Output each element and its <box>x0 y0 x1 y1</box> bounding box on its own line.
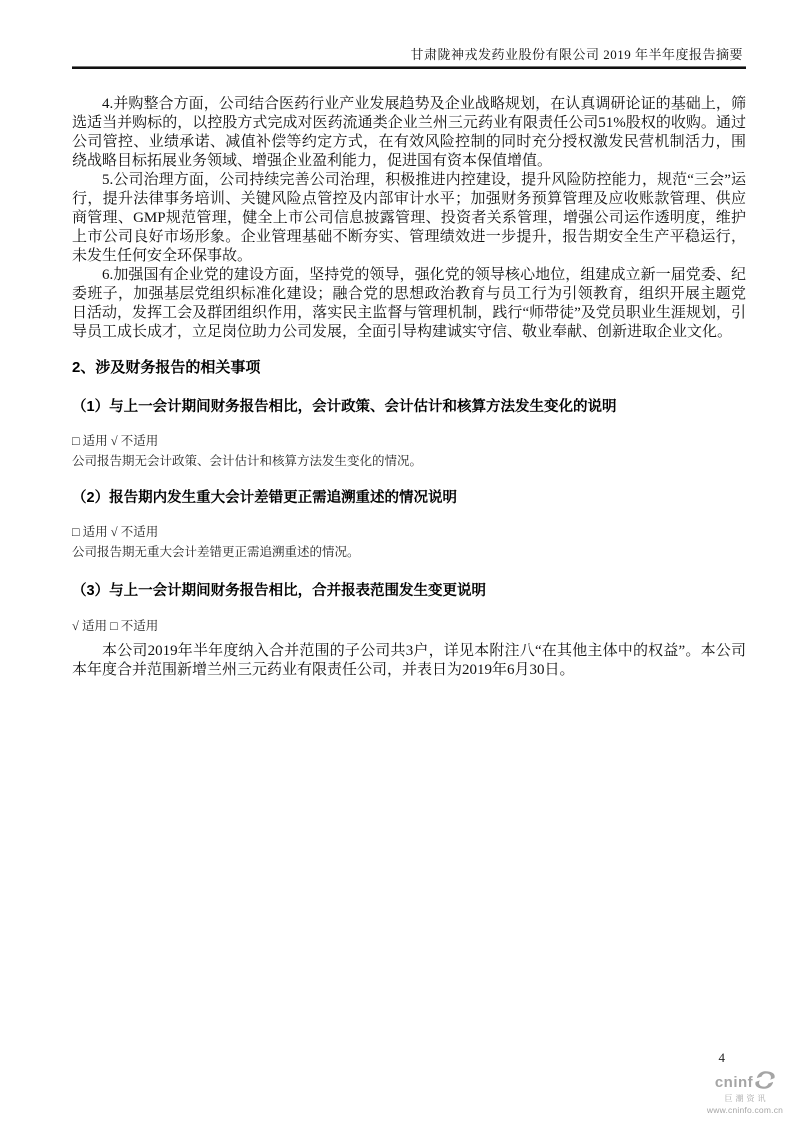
subsection-body: 本公司2019年半年度纳入合并范围的子公司共3户，详见本附注八“在其他主体中的权益”。本公司本年度合并范围新增兰州三元药业有限责任公司，并表日为2019年6月30日。 <box>72 643 746 678</box>
page-number: 4 <box>718 1050 725 1065</box>
note-text: 公司报告期无会计政策、会计估计和核算方法发生变化的情况。 <box>72 454 423 468</box>
page-header-title: 甘肃陇神戎发药业股份有限公司 2019 年半年度报告摘要 <box>410 47 743 62</box>
cninfo-swirl-icon <box>755 1070 775 1094</box>
body-paragraph: 5.公司治理方面，公司持续完善公司治理，积极推进内控建设，提升风险防控能力，规范“三会”运行，提升法律事务培训、关键风险点管控及内部审计水平；加强财务预算管理及应收账款管理、供应商管理、GMP规范管理，健全上市公司信息披露管理、投资者关系管理，增强公司运作透明度，维护上市公司良好市场形象。企业管理基础不断夯实、管理绩效进一步提升，报告期安全生产平稳运行，未发生任何安全环保事故。 <box>72 172 746 264</box>
subsection-heading: （1）与上一会计期间财务报告相比，会计政策、会计估计和核算方法发生变化的说明 <box>72 399 617 415</box>
subsection-heading: （2）报告期内发生重大会计差错更正需追溯重述的情况说明 <box>72 490 458 506</box>
subsection-2 <box>72 489 746 561</box>
subsection-heading: （3）与上一会计期间财务报告相比，合并报表范围发生变更说明 <box>72 583 487 599</box>
header-rule <box>72 66 746 69</box>
note-text: 公司报告期无重大会计差错更正需追溯重述的情况。 <box>72 545 360 559</box>
cninfo-logo <box>701 1070 789 1115</box>
cninfo-url: www.cninfo.com.cn <box>706 1105 784 1115</box>
section-heading: 2、涉及财务报告的相关事项 <box>72 359 261 376</box>
cninfo-logo-row <box>701 1070 789 1094</box>
body-paragraph: 6.加强国有企业党的建设方面，坚持党的领导，强化党的领导核心地位，组建成立新一届党委、纪委班子，加强基层党组织标准化建设；融合党的思想政治教育与员工行为引领教育，组织开展主题党日活动，发挥工会及群团组织作用，落实民主监督与管理机制，践行“师带徒”及党员职业生涯规划，引导员工成长成才，立足岗位助力公司发展，全面引导构建诚实守信、敬业奉献、创新进取企业文化。 <box>72 267 746 340</box>
body-paragraph: 4.并购整合方面，公司结合医药行业产业发展趋势及企业战略规划，在认真调研论证的基础上，筛选适当并购标的，以控股方式完成对医药流通类企业兰州三元药业有限责任公司51%股权的收购。通过公司管控、业绩承诺、减值补偿等约定方式，在有效风险控制的同时充分授权激发民营机制活力，围绕战略目标拓展业务领域、增强企业盈利能力，促进国有资本保值增值。 <box>72 96 746 169</box>
subsection-1 <box>72 398 746 470</box>
subsection-3 <box>72 582 746 680</box>
cninfo-subtitle: 巨潮资讯 <box>724 1094 769 1103</box>
applicability-line: □ 适用 √ 不适用 <box>72 434 159 448</box>
applicability-line: √ 适用 □ 不适用 <box>72 619 159 633</box>
cninfo-brand: cninf <box>714 1073 754 1091</box>
applicability-line: □ 适用 √ 不适用 <box>72 525 159 539</box>
report-content <box>72 95 746 680</box>
